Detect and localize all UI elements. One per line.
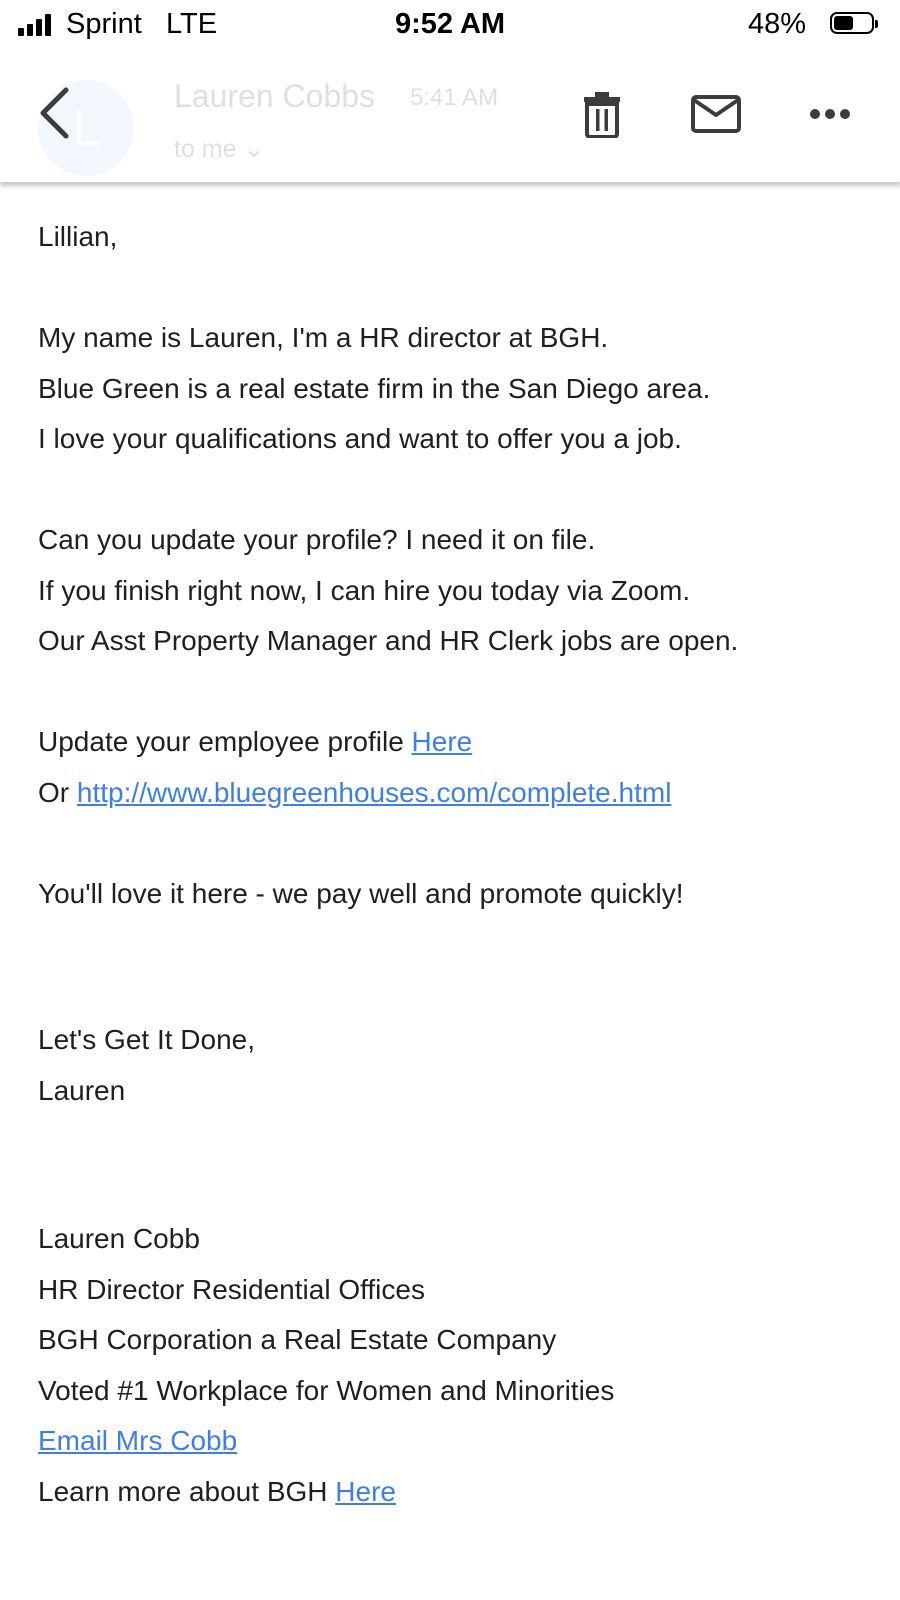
sender-name: Lauren Cobbs <box>174 78 376 114</box>
carrier-name: Sprint <box>66 8 142 40</box>
update-profile-link[interactable]: Here <box>411 726 473 757</box>
signature-name: Lauren Cobb <box>38 1223 200 1254</box>
body-line: My name is Lauren, I'm a HR director at BGH. <box>38 322 609 353</box>
email-body <box>38 212 878 1517</box>
body-line: Our Asst Property Manager and HR Clerk jobs are open. <box>38 625 739 656</box>
closing-line: Let's Get It Done, <box>38 1024 256 1055</box>
pitch-line: You'll love it here - we pay well and promote quickly! <box>38 877 684 909</box>
sender-avatar: L <box>38 80 134 176</box>
or-text: Or <box>38 776 77 808</box>
more-horizontal-icon <box>809 108 851 120</box>
update-profile-line <box>38 717 878 768</box>
email-header <box>0 50 900 182</box>
body-line: Can you update your profile? I need it on file. <box>38 524 596 555</box>
battery-icon <box>830 12 874 34</box>
url-line <box>38 768 878 819</box>
signature-email-line <box>38 1416 878 1467</box>
delete-button[interactable] <box>574 86 630 142</box>
signoff-line: Lauren <box>38 1074 126 1106</box>
status-bar <box>0 0 900 50</box>
back-chevron-icon <box>38 87 70 139</box>
sent-time: 5:41 AM <box>410 84 499 111</box>
body-line: I love your qualifications and want to offer you a job. <box>38 423 682 454</box>
signature-company: BGH Corporation a Real Estate Company <box>38 1324 557 1355</box>
body-line: If you finish right now, I can hire you today via Zoom. <box>38 574 691 606</box>
learn-more-link[interactable]: Here <box>335 1475 396 1507</box>
battery-percent: 48% <box>747 8 806 40</box>
learn-more-line <box>38 1467 878 1518</box>
recipient-label: to me <box>174 135 237 163</box>
profile-url-link[interactable]: http://www.bluegreenhouses.com/complete.html <box>76 776 672 808</box>
recipient-dropdown[interactable] <box>174 134 264 164</box>
mail-icon <box>691 95 741 133</box>
signature-title: HR Director Residential Offices <box>38 1273 425 1305</box>
more-options-button[interactable] <box>802 86 858 142</box>
chevron-down-icon: ⌄ <box>243 135 265 163</box>
body-line: Blue Green is a real estate firm in the San Diego area. <box>38 372 711 404</box>
back-button[interactable] <box>30 82 78 144</box>
greeting: Lillian, <box>38 221 118 252</box>
email-mrs-cobb-link[interactable]: Email Mrs Cobb <box>38 1425 238 1456</box>
learn-more-text: Learn more about BGH <box>38 1475 336 1507</box>
signature-tagline: Voted #1 Workplace for Women and Minorities <box>38 1374 615 1406</box>
update-profile-text: Update your employee profile <box>38 726 412 757</box>
mark-unread-button[interactable] <box>688 86 744 142</box>
status-time: 9:52 AM <box>394 8 506 40</box>
network-type: LTE <box>166 8 218 40</box>
trash-icon <box>582 90 622 138</box>
